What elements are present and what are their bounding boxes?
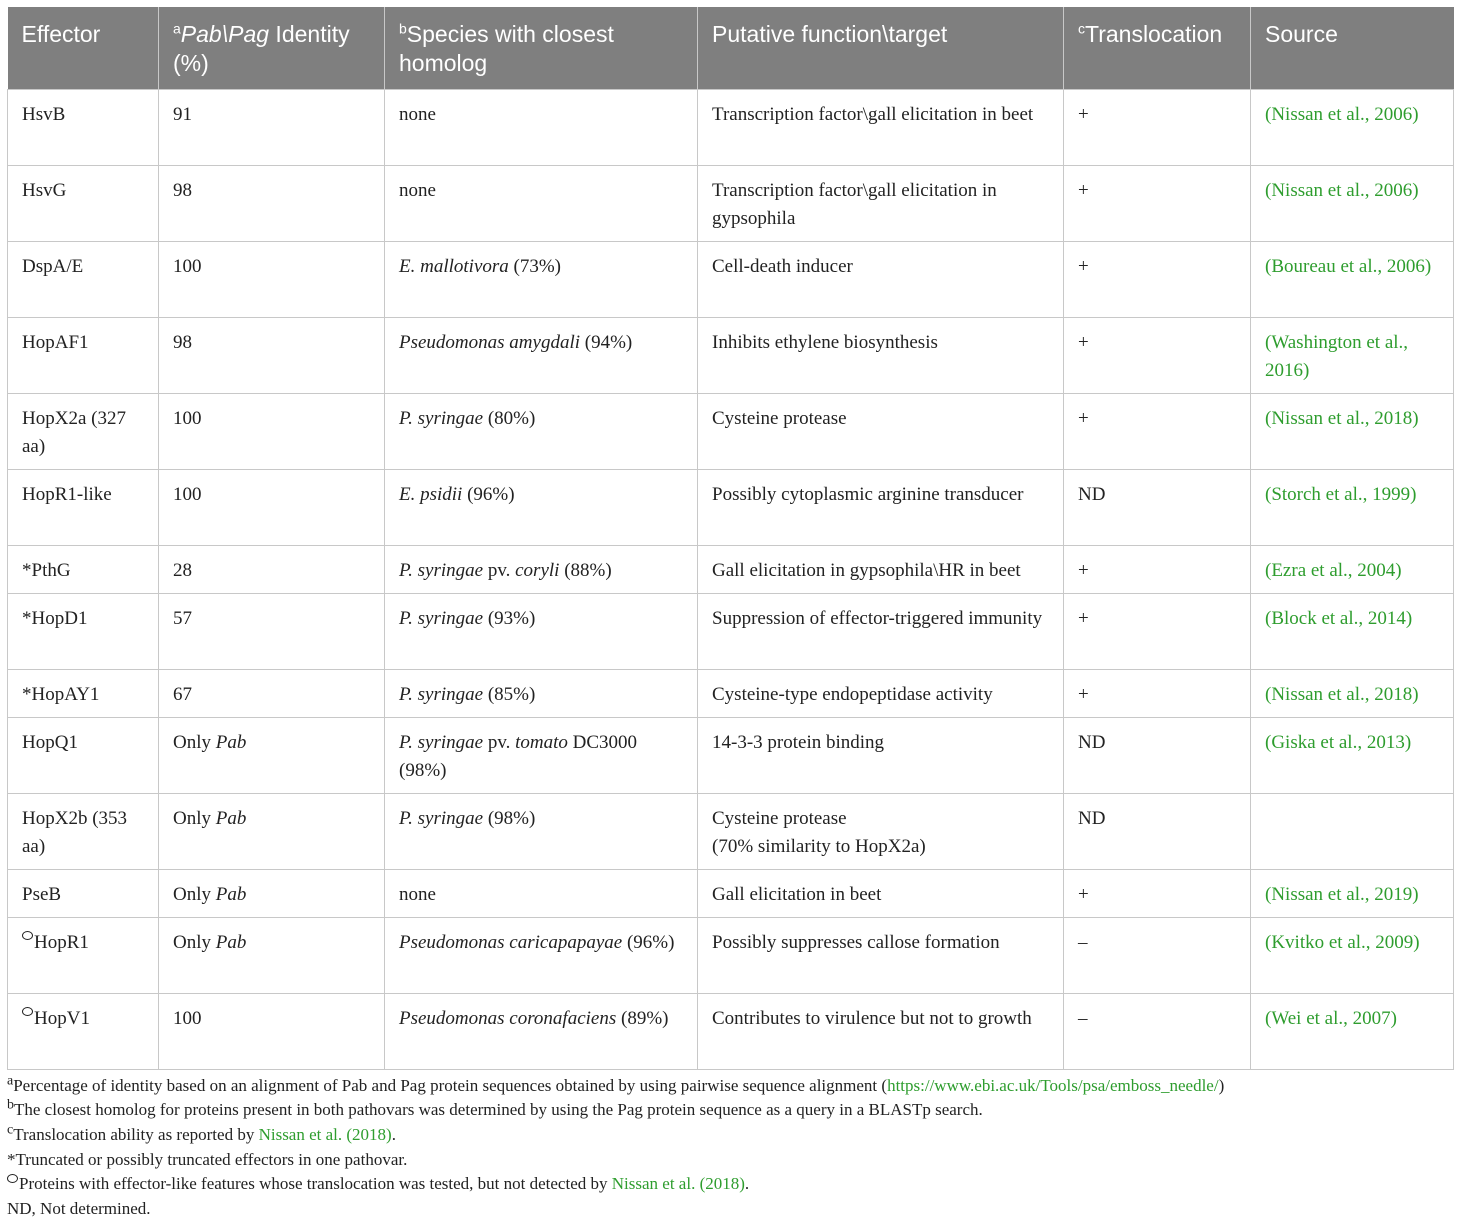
- cell-effector: [8, 717, 159, 793]
- table-row: [8, 993, 1454, 1069]
- effector-name: HopAY1: [31, 683, 100, 705]
- source-link[interactable]: (Boureau et al., 2006): [1265, 255, 1432, 277]
- cell-species: [385, 717, 698, 793]
- species-name: P. syringae: [399, 683, 484, 705]
- species-pv: pv.: [483, 731, 516, 753]
- species-name: P. syringae: [399, 731, 484, 753]
- cell-effector: [8, 917, 159, 993]
- table-row: [8, 917, 1454, 993]
- cell-species: [385, 469, 698, 545]
- cell-source: [1251, 593, 1454, 669]
- species-identity: (98%): [483, 807, 536, 829]
- cell-effector: [8, 669, 159, 717]
- cell-effector: [8, 89, 159, 165]
- circle-marker-icon: [22, 931, 33, 940]
- translocation-value: +: [1078, 607, 1089, 629]
- cell-source: [1251, 669, 1454, 717]
- effector-table: [7, 7, 1454, 1070]
- effector-name: HopX2a (327 aa): [22, 407, 126, 457]
- identity-value: 100: [173, 483, 202, 505]
- cell-source: [1251, 717, 1454, 793]
- cell-effector: [8, 317, 159, 393]
- identity-value: 98: [173, 179, 192, 201]
- species-name: P. syringae: [399, 407, 484, 429]
- translocation-value: +: [1078, 683, 1089, 705]
- translocation-value: +: [1078, 255, 1089, 277]
- cell-translocation: [1064, 793, 1251, 869]
- function-text: Cell-death inducer: [712, 255, 853, 277]
- cell-function: [698, 869, 1064, 917]
- cell-function: [698, 545, 1064, 593]
- cell-translocation: [1064, 669, 1251, 717]
- cell-function: [698, 717, 1064, 793]
- cell-effector: [8, 393, 159, 469]
- cell-identity: [159, 917, 385, 993]
- table-container: [7, 7, 1453, 1222]
- function-text: Possibly suppresses callose formation: [712, 931, 1000, 953]
- source-link[interactable]: (Nissan et al., 2019): [1265, 883, 1419, 905]
- cell-identity: [159, 393, 385, 469]
- cell-species: [385, 593, 698, 669]
- translocation-value: ND: [1078, 807, 1106, 829]
- table-row: [8, 545, 1454, 593]
- effector-name: HopQ1: [22, 731, 78, 753]
- effector-name: HopR1-like: [22, 483, 112, 505]
- species-identity: none: [399, 179, 436, 201]
- function-text: Transcription factor\gall elicitation in beet: [712, 103, 1034, 125]
- cell-identity: [159, 469, 385, 545]
- identity-value: 100: [173, 1007, 202, 1029]
- cell-source: [1251, 869, 1454, 917]
- function-text: Contributes to virulence but not to growth: [712, 1007, 1032, 1029]
- identity-value: 98: [173, 331, 192, 353]
- identity-value: 57: [173, 607, 192, 629]
- function-text: 14-3-3 protein binding: [712, 731, 885, 753]
- cell-identity: [159, 669, 385, 717]
- function-text: Cysteine protease: [712, 407, 847, 429]
- cell-identity: [159, 593, 385, 669]
- identity-value: Only: [173, 931, 216, 953]
- species-identity: (80%): [483, 407, 536, 429]
- species-name: E. psidii: [399, 483, 463, 505]
- cell-source: [1251, 793, 1454, 869]
- function-text: Gall elicitation in gypsophila\HR in beet: [712, 559, 1021, 581]
- identity-pathovar: Pab: [215, 883, 247, 905]
- source-link[interactable]: (Block et al., 2014): [1265, 607, 1413, 629]
- table-row: [8, 793, 1454, 869]
- function-text: Cysteine protease: [712, 807, 847, 829]
- species-identity: (85%): [483, 683, 536, 705]
- cell-species: [385, 793, 698, 869]
- footnote-nd: ND, Not determined.: [7, 1199, 151, 1219]
- cell-identity: [159, 993, 385, 1069]
- identity-value: 67: [173, 683, 192, 705]
- function-text: Transcription factor\gall elicitation in gypsophila: [712, 179, 997, 229]
- species-name: Pseudomonas coronafaciens: [399, 1007, 617, 1029]
- effector-name: HsvG: [22, 179, 67, 201]
- cell-function: [698, 317, 1064, 393]
- header-effector: Effector: [8, 7, 159, 89]
- species-identity: (94%): [580, 331, 633, 353]
- header-translocation: $^c$Translocation: [1064, 7, 1251, 89]
- species-identity: (88%): [559, 559, 612, 581]
- circle-marker-icon: [22, 1007, 33, 1016]
- source-link[interactable]: (Kvitko et al., 2009): [1265, 931, 1420, 953]
- species-identity: none: [399, 883, 436, 905]
- header-species: $^b$Species with closest homolog: [385, 7, 698, 89]
- circle-marker-icon: [7, 1174, 18, 1183]
- truncation-marker: *: [22, 607, 32, 629]
- cell-translocation: [1064, 241, 1251, 317]
- cell-effector: [8, 993, 159, 1069]
- identity-value: Only: [173, 807, 216, 829]
- species-identity: (89%): [616, 1007, 669, 1029]
- cell-effector: [8, 469, 159, 545]
- cell-function: [698, 993, 1064, 1069]
- table-row: [8, 869, 1454, 917]
- cell-function: [698, 917, 1064, 993]
- truncation-marker: *: [22, 559, 32, 581]
- table-row: [8, 317, 1454, 393]
- cell-species: [385, 669, 698, 717]
- species-name: P. syringae: [399, 607, 484, 629]
- cell-identity: [159, 869, 385, 917]
- cell-effector: [8, 593, 159, 669]
- source-link[interactable]: (Nissan et al., 2006): [1265, 103, 1419, 125]
- table-row: [8, 669, 1454, 717]
- translocation-value: +: [1078, 559, 1089, 581]
- effector-name: HopR1: [34, 931, 89, 953]
- species-identity: (96%): [622, 931, 675, 953]
- cell-species: [385, 89, 698, 165]
- cell-effector: [8, 545, 159, 593]
- species-name: E. mallotivora: [399, 255, 509, 277]
- header-source: Source: [1251, 7, 1454, 89]
- identity-value: 91: [173, 103, 192, 125]
- species-pv: pv.: [483, 559, 516, 581]
- species-pathovar: tomato: [515, 731, 568, 753]
- cell-species: [385, 165, 698, 241]
- cell-identity: [159, 717, 385, 793]
- cell-translocation: [1064, 717, 1251, 793]
- translocation-value: +: [1078, 103, 1089, 125]
- table-row: [8, 241, 1454, 317]
- species-name: P. syringae: [399, 807, 484, 829]
- translocation-value: +: [1078, 883, 1089, 905]
- translocation-value: ND: [1078, 483, 1106, 505]
- footnote-circle: Proteins with effector-like features whose translocation was tested, but not detected by Nissan et al. (2018).: [7, 1172, 1453, 1197]
- truncation-marker: *: [22, 683, 32, 705]
- cell-effector: [8, 793, 159, 869]
- cell-function: [698, 593, 1064, 669]
- cell-effector: [8, 165, 159, 241]
- footnote-a: $^a$Percentage of identity based on an alignment of Pab and Pag protein sequences obtained by using pairwise sequence alignment (https://www.ebi.ac.uk/Tools/psa/emboss_needle/): [7, 1072, 1225, 1095]
- source-link[interactable]: (Wei et al., 2007): [1265, 1007, 1397, 1029]
- cell-translocation: [1064, 89, 1251, 165]
- footnote-c: $^c$Translocation ability as reported by Nissan et al. (2018).: [7, 1122, 396, 1144]
- translocation-value: –: [1078, 931, 1088, 953]
- identity-value: Only: [173, 731, 216, 753]
- emboss-link[interactable]: https://www.ebi.ac.uk/Tools/psa/emboss_needle/: [887, 1075, 1219, 1095]
- species-identity: (73%): [508, 255, 562, 277]
- function-text: Possibly cytoplasmic arginine transducer: [712, 483, 1024, 505]
- effector-name: HopV1: [34, 1007, 90, 1029]
- cell-species: [385, 317, 698, 393]
- footnotes: [7, 1074, 1453, 1222]
- nissan-2018-link-2[interactable]: Nissan et al. (2018): [611, 1174, 745, 1194]
- source-link[interactable]: (Giska et al., 2013): [1265, 731, 1412, 753]
- function-text: Gall elicitation in beet: [712, 883, 882, 905]
- effector-name: PthG: [31, 559, 71, 581]
- identity-pathovar: Pab: [215, 807, 247, 829]
- cell-source: [1251, 545, 1454, 593]
- cell-translocation: [1064, 393, 1251, 469]
- species-name: Pseudomonas caricapapayae: [399, 931, 623, 953]
- cell-species: [385, 393, 698, 469]
- cell-translocation: [1064, 317, 1251, 393]
- nissan-2018-link[interactable]: Nissan et al. (2018): [258, 1124, 392, 1144]
- species-name: Pseudomonas amygdali: [399, 331, 581, 353]
- cell-species: [385, 869, 698, 917]
- effector-name: HsvB: [22, 103, 66, 125]
- translocation-value: +: [1078, 331, 1089, 353]
- species-identity: DC3000 (98%): [399, 731, 638, 781]
- translocation-value: ND: [1078, 731, 1106, 753]
- cell-effector: [8, 241, 159, 317]
- function-text: Inhibits ethylene biosynthesis: [712, 331, 938, 353]
- species-pathovar: coryli: [515, 559, 560, 581]
- cell-source: [1251, 993, 1454, 1069]
- cell-function: [698, 89, 1064, 165]
- source-link[interactable]: (Storch et al., 1999): [1265, 483, 1417, 505]
- effector-name: HopAF1: [22, 331, 89, 353]
- table-row: [8, 165, 1454, 241]
- function-note: (70% similarity to HopX2a): [712, 835, 926, 857]
- cell-translocation: [1064, 545, 1251, 593]
- table-row: [8, 393, 1454, 469]
- header-row: [8, 7, 1454, 89]
- source-link[interactable]: (Nissan et al., 2018): [1265, 407, 1419, 429]
- source-link[interactable]: (Nissan et al., 2006): [1265, 179, 1419, 201]
- cell-source: [1251, 469, 1454, 545]
- cell-function: [698, 393, 1064, 469]
- source-link[interactable]: (Washington et al., 2016): [1265, 331, 1409, 381]
- table-row: [8, 593, 1454, 669]
- cell-identity: [159, 545, 385, 593]
- effector-name: HopD1: [31, 607, 88, 629]
- cell-effector: [8, 869, 159, 917]
- source-link[interactable]: (Ezra et al., 2004): [1265, 559, 1402, 581]
- identity-pathovar: Pab: [215, 731, 247, 753]
- cell-function: [698, 793, 1064, 869]
- function-text: Suppression of effector-triggered immunity: [712, 607, 1043, 629]
- cell-species: [385, 917, 698, 993]
- cell-species: [385, 993, 698, 1069]
- header-identity: $^a$Pab\Pag Identity (%): [159, 7, 385, 89]
- species-name: P. syringae: [399, 559, 484, 581]
- cell-species: [385, 545, 698, 593]
- cell-source: [1251, 317, 1454, 393]
- cell-translocation: [1064, 593, 1251, 669]
- cell-source: [1251, 917, 1454, 993]
- identity-value: 100: [173, 407, 202, 429]
- cell-identity: [159, 793, 385, 869]
- table-row: [8, 717, 1454, 793]
- translocation-value: –: [1078, 1007, 1088, 1029]
- translocation-value: +: [1078, 179, 1089, 201]
- identity-value: 28: [173, 559, 192, 581]
- table-row: [8, 469, 1454, 545]
- cell-translocation: [1064, 165, 1251, 241]
- table-row: [8, 89, 1454, 165]
- cell-source: [1251, 89, 1454, 165]
- cell-source: [1251, 241, 1454, 317]
- cell-identity: [159, 89, 385, 165]
- cell-species: [385, 241, 698, 317]
- effector-name: DspA/E: [22, 255, 84, 277]
- source-link[interactable]: (Nissan et al., 2018): [1265, 683, 1419, 705]
- cell-function: [698, 241, 1064, 317]
- footnote-star: *Truncated or possibly truncated effectors in one pathovar.: [7, 1149, 408, 1169]
- cell-translocation: [1064, 869, 1251, 917]
- translocation-value: +: [1078, 407, 1089, 429]
- effector-name: PseB: [22, 883, 62, 905]
- cell-identity: [159, 317, 385, 393]
- cell-source: [1251, 393, 1454, 469]
- cell-function: [698, 469, 1064, 545]
- species-identity: none: [399, 103, 436, 125]
- identity-pathovar: Pab: [215, 931, 247, 953]
- species-identity: (96%): [462, 483, 515, 505]
- cell-translocation: [1064, 917, 1251, 993]
- cell-translocation: [1064, 469, 1251, 545]
- cell-identity: [159, 165, 385, 241]
- cell-identity: [159, 241, 385, 317]
- header-function: Putative function\target: [698, 7, 1064, 89]
- effector-name: HopX2b (353 aa): [22, 807, 128, 857]
- species-identity: (93%): [483, 607, 536, 629]
- cell-function: [698, 165, 1064, 241]
- identity-value: Only: [173, 883, 216, 905]
- identity-value: 100: [173, 255, 202, 277]
- cell-translocation: [1064, 993, 1251, 1069]
- function-text: Cysteine-type endopeptidase activity: [712, 683, 993, 705]
- cell-source: [1251, 165, 1454, 241]
- cell-function: [698, 669, 1064, 717]
- footnote-b: $^b$The closest homolog for proteins present in both pathovars was determined by using the Pag protein sequence as a query in a BLASTp search.: [7, 1097, 983, 1120]
